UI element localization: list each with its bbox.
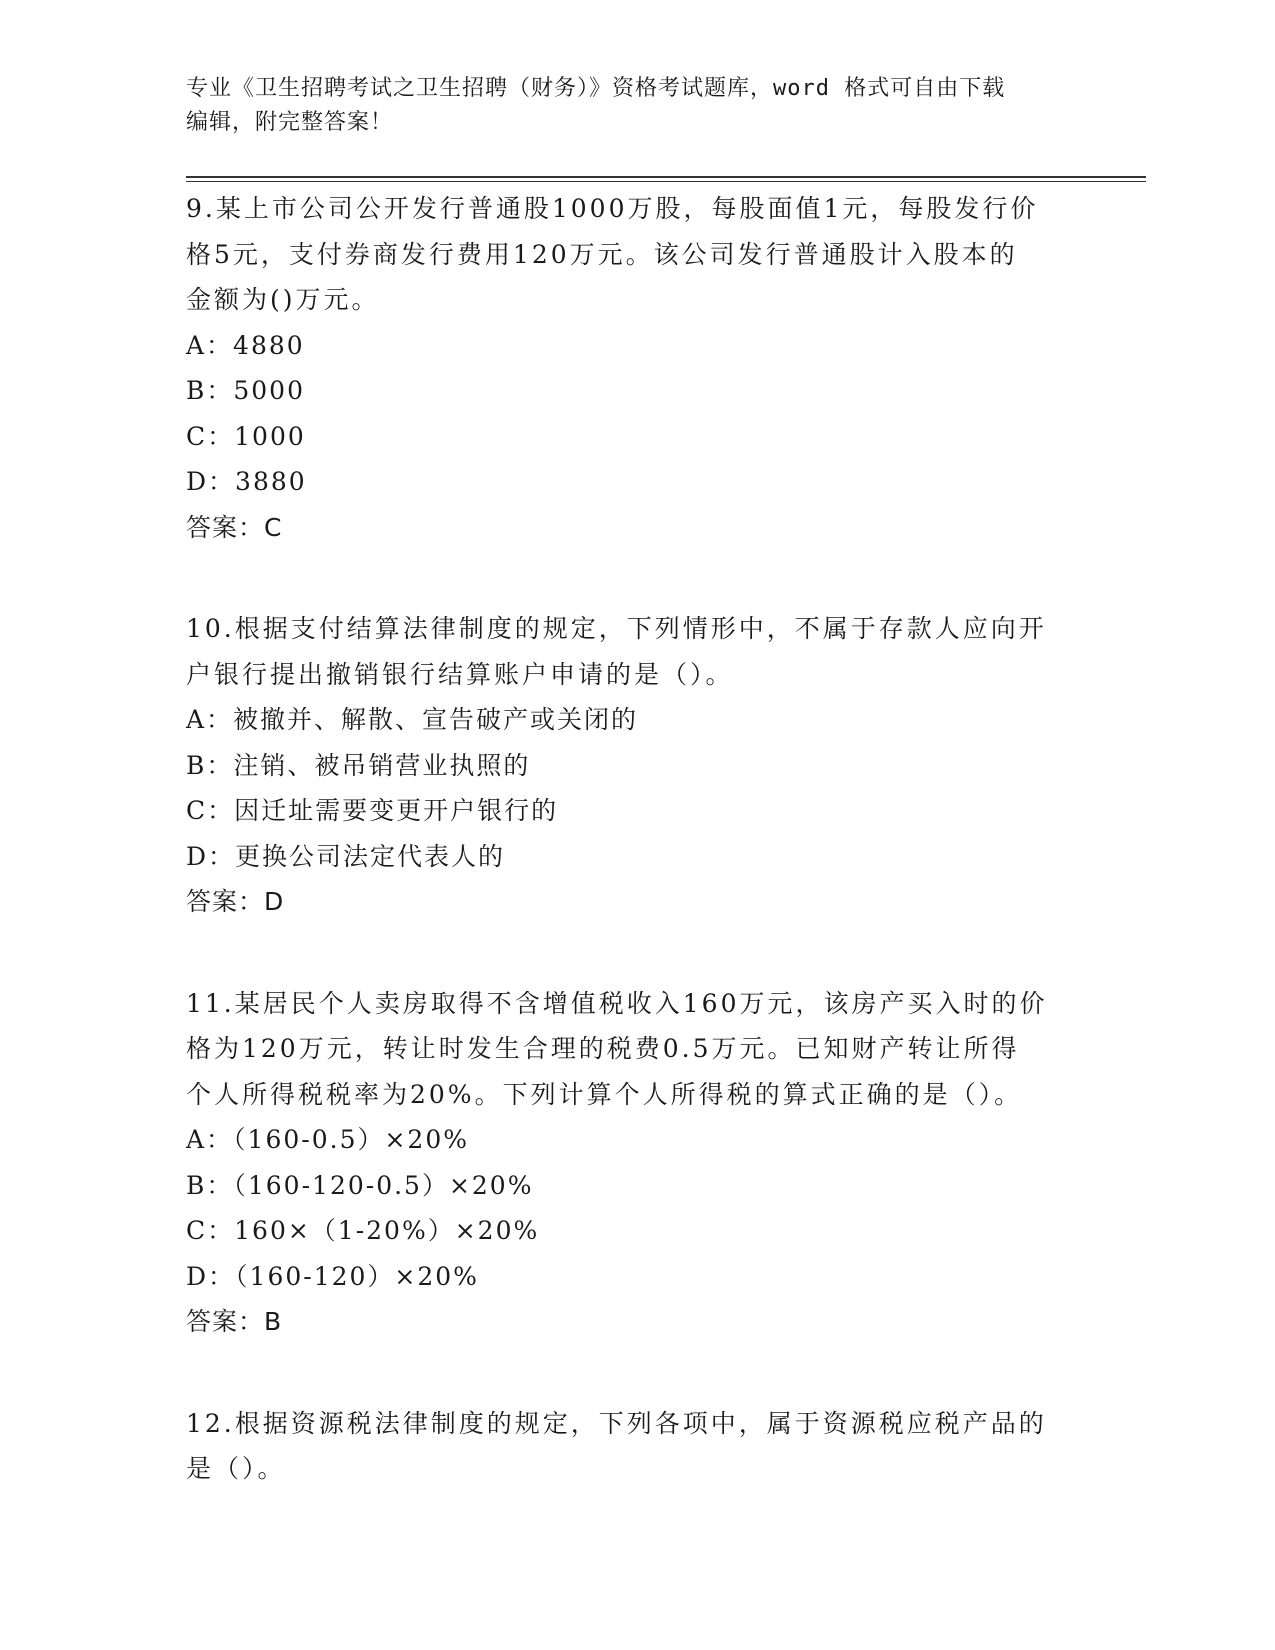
question-10 — [186, 606, 1066, 925]
answer: 答案：C — [186, 512, 283, 542]
option-c: C：160×（1-20%）×20% — [186, 1216, 540, 1245]
question-9 — [186, 186, 1066, 550]
question-12 — [186, 1401, 1066, 1492]
header-line: 编辑，附完整答案！ — [186, 110, 394, 135]
question-list — [186, 186, 1066, 1548]
stem-line: 户银行提出撤销银行结算账户申请的是（）。 — [186, 659, 734, 689]
answer: 答案：B — [186, 1307, 283, 1336]
stem-line: 个人所得税税率为20%。下列计算个人所得税的算式正确的是（）。 — [186, 1079, 1023, 1109]
question-stem — [186, 606, 1066, 697]
stem-line: 格5元，支付券商发行费用120万元。该公司发行普通股计入股本的 — [186, 239, 1018, 269]
stem-line: 金额为()万元。 — [186, 285, 380, 314]
option-d: D：更换公司法定代表人的 — [186, 841, 506, 871]
option-b: B：（160-120-0.5）×20% — [186, 1170, 534, 1200]
question-stem — [186, 1401, 1066, 1492]
option-d: D：3880 — [186, 467, 307, 496]
option-a: A：（160-0.5）×20% — [186, 1125, 469, 1154]
option-b: B：注销、被吊销营业执照的 — [186, 750, 531, 780]
header-divider — [186, 181, 1146, 182]
header-divider — [186, 176, 1146, 178]
question-11 — [186, 981, 1066, 1345]
answer: 答案：D — [186, 887, 285, 916]
stem-line: 12.根据资源税法律制度的规定，下列各项中，属于资源税应税产品的 — [186, 1408, 1047, 1438]
stem-line: 11.某居民个人卖房取得不含增值税收入160万元，该房产买入时的价 — [186, 988, 1048, 1018]
stem-line: 格为120万元，转让时发生合理的税费0.5万元。已知财产转让所得 — [186, 1034, 1020, 1063]
option-a: A：被撤并、解散、宣告破产或关闭的 — [186, 705, 639, 734]
question-stem — [186, 186, 1066, 323]
stem-line: 是（）。 — [186, 1454, 286, 1483]
stem-line: 10.根据支付结算法律制度的规定，下列情形中，不属于存款人应向开 — [186, 614, 1047, 643]
option-c: C：因迁址需要变更开户银行的 — [186, 796, 559, 825]
header-line: 专业《卫生招聘考试之卫生招聘（财务）》资格考试题库，word 格式可自由下载 — [186, 76, 1006, 101]
question-stem — [186, 981, 1066, 1118]
option-d: D：（160-120）×20% — [186, 1261, 479, 1291]
document-header — [186, 72, 1066, 140]
option-b: B：5000 — [186, 376, 305, 405]
stem-line: 9.某上市公司公开发行普通股1000万股，每股面值1元，每股发行价 — [186, 194, 1039, 223]
option-c: C：1000 — [186, 421, 306, 451]
option-a: A：4880 — [186, 330, 305, 360]
